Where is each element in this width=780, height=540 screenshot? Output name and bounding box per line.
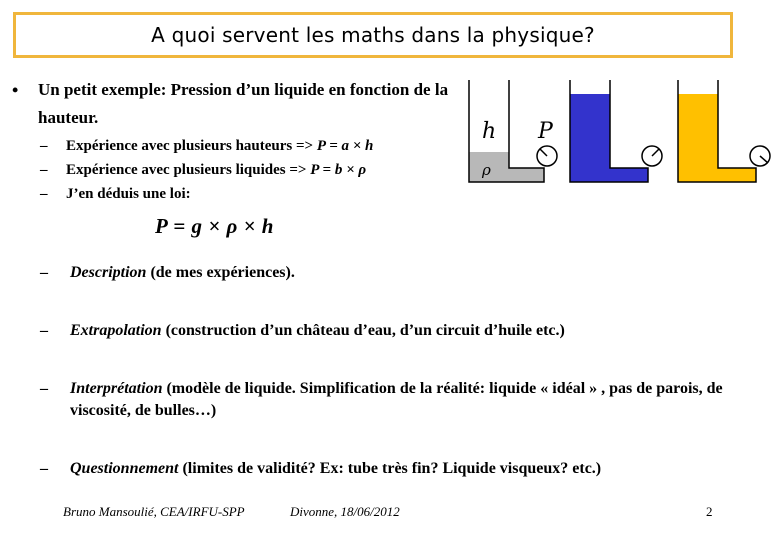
sub-bullet-law: – J’en déduis une loi:: [40, 186, 191, 202]
item-extrapolation: – Extrapolation (construction d’un château d’eau, d’un circuit d’huile etc.): [40, 322, 565, 339]
title-box: [13, 12, 733, 58]
page-number: 2: [706, 504, 713, 519]
sub-bullet-heights: – Expérience avec plusieurs hauteurs => P = a × h: [40, 138, 374, 154]
liquid-gray-channel: [509, 168, 544, 182]
law-formula: P = g × ρ × h: [155, 214, 274, 238]
liquid-yellow-channel: [718, 168, 756, 182]
main-bullet: Un petit exemple: Pression d’un liquide en fonction de la hauteur.: [38, 80, 449, 127]
slide-title: A quoi servent les maths dans la physique?: [151, 23, 595, 47]
item-term: Interprétation: [70, 380, 163, 397]
sub-bullet-liquids: – Expérience avec plusieurs liquides => P = b × ρ: [40, 162, 367, 178]
item-text: (construction d’un château d’eau, d’un circuit d’huile etc.): [161, 322, 565, 339]
footer-place-date: Divonne, 18/06/2012: [290, 504, 400, 519]
item-interpretation: – Interprétation (modèle de liquide. Simplification de la réalité: liquide « idéal » , pas de parois, de viscosité, de bulles…): [40, 380, 723, 419]
item-term: Description: [70, 264, 147, 281]
item-text: (limites de validité? Ex: tube très fin? Liquide visqueux? etc.): [178, 460, 602, 477]
sub-bullet-formula: P = a × h: [316, 138, 374, 154]
sub-bullet-formula: P = b × ρ: [310, 162, 367, 178]
rho-label: ρ: [482, 161, 491, 179]
bullet-dot: •: [12, 80, 19, 100]
pressure-diagram: [460, 70, 775, 200]
h-label: h: [482, 119, 497, 144]
item-text: (modèle de liquide. Simplification de la réalité: liquide « idéal » , pas de parois, de viscosité, de bulles…): [70, 380, 723, 419]
footer-author: Bruno Mansoulié, CEA/IRFU-SPP: [63, 504, 245, 519]
item-text: (de mes expériences).: [146, 264, 295, 281]
item-description: – Description (de mes expériences).: [40, 264, 295, 281]
item-term: Questionnement: [70, 460, 179, 477]
item-term: Extrapolation: [70, 322, 162, 339]
sub-bullet-text: J’en déduis une loi:: [66, 186, 191, 202]
sub-bullet-text: Expérience avec plusieurs liquides =>: [66, 162, 311, 178]
item-questionnement: – Questionnement (limites de validité? Ex: tube très fin? Liquide visqueux? etc.): [40, 460, 602, 477]
liquid-blue: [570, 94, 610, 182]
liquid-blue-channel: [610, 168, 648, 182]
liquid-yellow: [678, 94, 718, 182]
p-label: P: [538, 119, 553, 144]
sub-bullet-text: Expérience avec plusieurs hauteurs =>: [66, 138, 317, 154]
